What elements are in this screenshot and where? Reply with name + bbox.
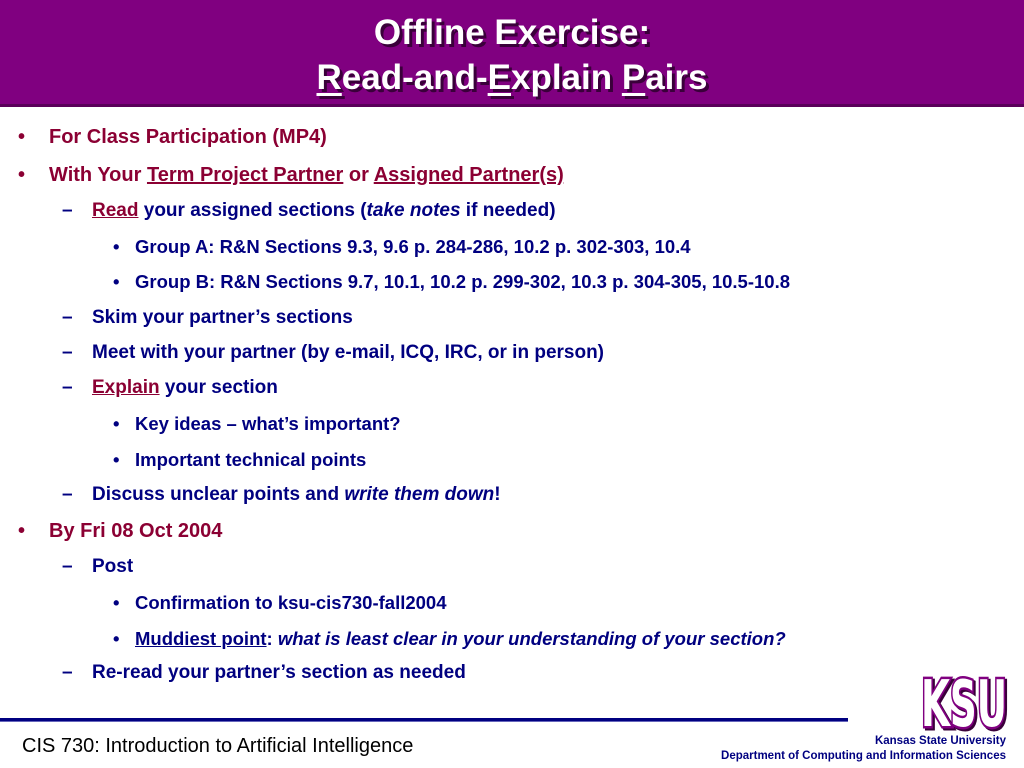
title-letter-r: R xyxy=(316,58,342,97)
sub-discuss xyxy=(62,484,501,506)
explain-link[interactable]: Explain xyxy=(92,377,160,398)
dash-marker: – xyxy=(62,307,73,328)
bullet-marker: • xyxy=(18,164,26,186)
dash-marker: – xyxy=(62,200,73,221)
subsub-text: : xyxy=(266,628,278,649)
title-fragment: airs xyxy=(645,58,708,97)
bullet-text: By Fri 08 Oct 2004 xyxy=(49,520,223,542)
subsub-text: Confirmation to ksu-cis730-fall2004 xyxy=(135,592,447,613)
sub-text: if needed) xyxy=(460,200,556,221)
subsub-group-a xyxy=(113,236,691,258)
sub-read-sections xyxy=(62,200,556,222)
sub-text: Post xyxy=(92,556,134,577)
sub-text: your section xyxy=(159,377,278,398)
bullet-text: With Your xyxy=(49,164,147,186)
bullet-by-date xyxy=(18,520,222,543)
sub-text: Re-read your partner’s section as needed xyxy=(92,662,466,683)
title-fragment: xplain xyxy=(510,58,622,97)
muddiest-point-link[interactable]: Muddiest point xyxy=(135,628,267,649)
bullet-marker: • xyxy=(113,592,120,613)
sub-post xyxy=(62,556,133,578)
title-bar xyxy=(0,0,1024,107)
title-letter-e: E xyxy=(487,58,511,97)
assigned-partner-link[interactable]: Assigned Partner(s) xyxy=(373,164,564,186)
dash-marker: – xyxy=(62,342,73,363)
department-name: Department of Computing and Information Sciences xyxy=(721,750,1006,762)
bullet-text: For Class Participation (MP4) xyxy=(49,126,327,148)
footer-divider xyxy=(0,718,848,722)
dash-marker: – xyxy=(62,484,73,505)
title-letter-p: P xyxy=(621,58,646,97)
subsub-group-b xyxy=(113,271,790,293)
subsub-text-emphasis: what is least clear in your understanding of your section? xyxy=(277,628,786,649)
bullet-marker: • xyxy=(113,413,120,434)
dash-marker: – xyxy=(62,662,73,683)
bullet-marker: • xyxy=(113,236,120,257)
sub-text: Meet with your partner (by e-mail, ICQ, IRC, or in person) xyxy=(92,342,605,363)
subsub-text: Important technical points xyxy=(135,449,367,470)
sub-explain xyxy=(62,377,278,399)
ksu-logo xyxy=(918,664,1010,732)
bullet-marker: • xyxy=(113,271,120,292)
sub-meet xyxy=(62,342,604,364)
sub-text: Discuss unclear points and xyxy=(92,484,345,505)
bullet-with-partner xyxy=(18,164,564,187)
bullet-marker: • xyxy=(18,520,26,542)
subsub-text: Group B: R&N Sections 9.7, 10.1, 10.2 p. 299-302, 10.3 p. 304-305, 10.5-10.8 xyxy=(135,271,791,292)
sub-skim xyxy=(62,307,353,329)
subsub-muddiest-point xyxy=(113,628,786,650)
bullet-marker: • xyxy=(113,628,120,649)
subsub-text: Group A: R&N Sections 9.3, 9.6 p. 284-286, 10.2 p. 302-303, 10.4 xyxy=(135,236,691,257)
bullet-marker: • xyxy=(18,126,26,148)
subsub-text: Key ideas – what’s important? xyxy=(135,413,401,434)
bullet-marker: • xyxy=(113,449,120,470)
subsub-key-ideas xyxy=(113,413,401,435)
slide-title-line1: Offline Exercise: xyxy=(373,13,651,52)
subsub-technical-points xyxy=(113,449,366,471)
bullet-text: or xyxy=(343,164,374,186)
university-name: Kansas State University xyxy=(874,735,1006,747)
sub-reread xyxy=(62,662,466,684)
ksu-logo-text: KSU xyxy=(921,668,1007,732)
sub-text: ! xyxy=(494,484,501,505)
title-fragment: ead-and- xyxy=(341,58,488,97)
sub-text-emphasis: take notes xyxy=(366,200,461,221)
ksu-logo-shadow: KSU xyxy=(923,670,1009,732)
dash-marker: – xyxy=(62,377,73,398)
subsub-confirmation xyxy=(113,592,447,614)
bullet-class-participation xyxy=(18,126,327,149)
sub-text: Skim your partner’s sections xyxy=(92,307,353,328)
course-title: CIS 730: Introduction to Artificial Intelligence xyxy=(22,735,414,757)
sub-text: your assigned sections ( xyxy=(138,200,367,221)
slide-title-line2 xyxy=(0,58,1024,98)
read-link[interactable]: Read xyxy=(92,200,139,221)
dash-marker: – xyxy=(62,556,73,577)
sub-text-emphasis: write them down xyxy=(344,484,495,505)
term-project-partner-link[interactable]: Term Project Partner xyxy=(146,164,344,186)
